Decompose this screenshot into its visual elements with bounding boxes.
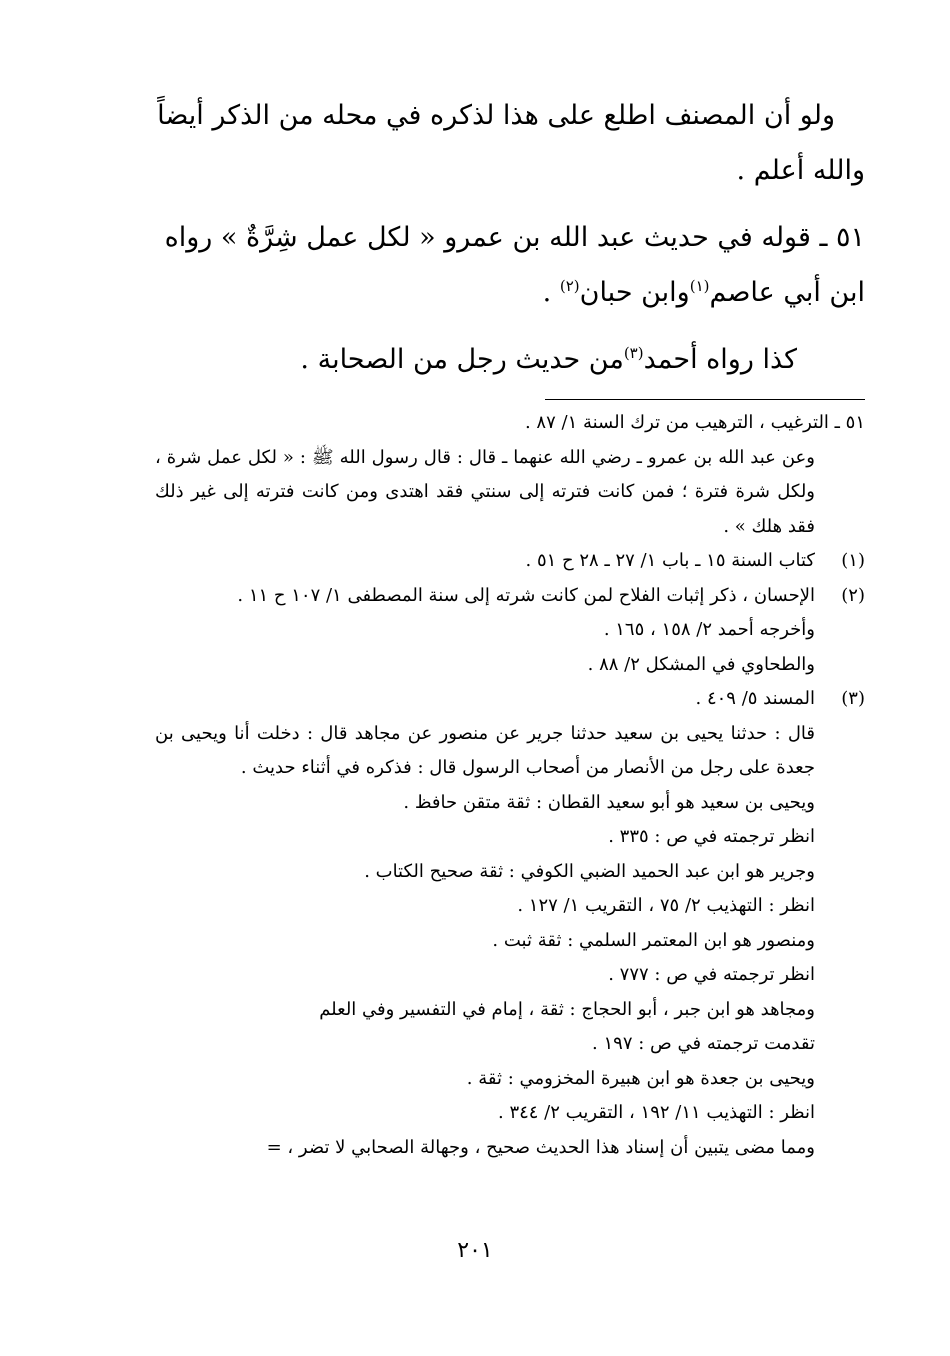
footnote-3-line-4: انظر : التهذيب ٢/ ٧٥ ، التقريب ١/ ١٢٧ . <box>517 895 815 916</box>
footnote-3-text: المسند ٥/ ٤٠٩ . <box>695 688 815 709</box>
note-51-text: وعن عبد الله بن عمرو ـ رضي الله عنهما ـ قال : قال رسول الله ﷺ : « لكل عمل شرة ، ولكل شرة فترة ؛ فمن كانت فترته إلى سنتي فقد اهتدى ومن كانت فترته إلى غير ذلك فقد هلك » . <box>155 446 815 537</box>
footnote-3-line-3: وجرير هو ابن عبد الحميد الضبي الكوفي : ثقة صحيح الكتاب . <box>364 860 815 882</box>
footnote-1 <box>155 544 865 579</box>
page-number: ٢٠١ <box>457 1238 493 1263</box>
main-line-2: والله أعلم . <box>736 155 865 186</box>
footnote-3-line-7: ومجاهد هو ابن جبر ، أبو الحجاج : ثقة ، إمام في التفسير وفي العلم <box>319 998 815 1020</box>
footnote-2-sub-1: وأخرجه أحمد ٢/ ١٥٨ ، ١٦٥ . <box>603 619 815 640</box>
main-line-4-text-b: من حديث رجل من الصحابة . <box>300 344 624 375</box>
footnote-3 <box>155 682 865 717</box>
footnote-ref-1: (١) <box>689 277 710 295</box>
main-line-4-text-a: كذا رواه أحمد <box>643 344 797 375</box>
footnote-2-text: الإحسان ، ذكر إثبات الفلاح لمن كانت شرته إلى سنة المصطفى ١/ ١٠٧ ح ١١ . <box>237 584 815 606</box>
footnote-2 <box>155 579 865 614</box>
footnote-3-line-8: تقدمت ترجمته في ص : ١٩٧ . <box>592 1033 815 1054</box>
footnote-3-number: (٣) <box>841 688 865 709</box>
main-line-1: ولو أن المصنف اطلع على هذا لذكره في محله من الذكر أيضاً <box>157 100 835 131</box>
footnote-3-line-6: انظر ترجمته في ص : ٧٧٧ . <box>608 964 815 985</box>
footnote-3-line-1: ويحيى بن سعيد هو أبو سعيد القطان : ثقة متقن حافظ . <box>403 791 815 813</box>
main-text <box>155 88 865 387</box>
footnote-3-quote: قال : حدثنا يحيى بن سعيد حدثنا جرير عن منصور عن مجاهد قال : دخلت أنا ويحيى بن جعدة على رجل من الأنصار من أصحاب الرسول قال : فذكره في أثناء حديث . <box>155 722 815 778</box>
page-body <box>155 88 865 1165</box>
item-51-line-2 <box>155 265 865 320</box>
footnote-3-line-5: ومنصور هو ابن المعتمر السلمي : ثقة ثبت . <box>492 929 815 951</box>
footnote-3-line-2: انظر ترجمته في ص : ٣٣٥ . <box>608 826 815 847</box>
main-line-4 <box>155 332 865 387</box>
footnotes <box>155 406 865 1165</box>
footnote-3-line-9: ويحيى بن جعدة هو ابن هبيرة المخزومي : ثقة . <box>466 1067 815 1089</box>
item-51-text-c: . <box>542 277 560 308</box>
footnote-3-line-10: انظر : التهذيب ١١/ ١٩٢ ، التقريب ٢/ ٣٤٤ . <box>497 1102 815 1123</box>
footnote-1-text: كتاب السنة ١٥ ـ باب ١/ ٢٧ ـ ٢٨ ح ٥١ . <box>525 550 815 571</box>
footnote-ref-3: (٣) <box>623 344 644 362</box>
footnote-ref-2: (٢) <box>559 277 580 295</box>
note-51-heading: ٥١ ـ الترغيب ، الترهيب من ترك السنة ١/ ٨٧ . <box>524 412 865 433</box>
footnote-1-number: (١) <box>841 550 865 571</box>
footnote-separator <box>545 399 865 400</box>
footnote-2-number: (٢) <box>841 584 865 606</box>
footnote-2-sub-2: والطحاوي في المشكل ٢/ ٨٨ . <box>587 653 815 675</box>
item-51-text-b: وابن حبان <box>579 277 690 308</box>
item-51-line-1: ٥١ ـ قوله في حديث عبد الله بن عمرو « لكل عمل شِرَّةٌ » رواه <box>164 222 865 253</box>
footnote-3-line-11: ومما مضى يتبين أن إسناد هذا الحديث صحيح ، وجهالة الصحابي لا تضر ، = <box>266 1136 815 1158</box>
item-51-text-a: ابن أبي عاصم <box>709 277 865 308</box>
